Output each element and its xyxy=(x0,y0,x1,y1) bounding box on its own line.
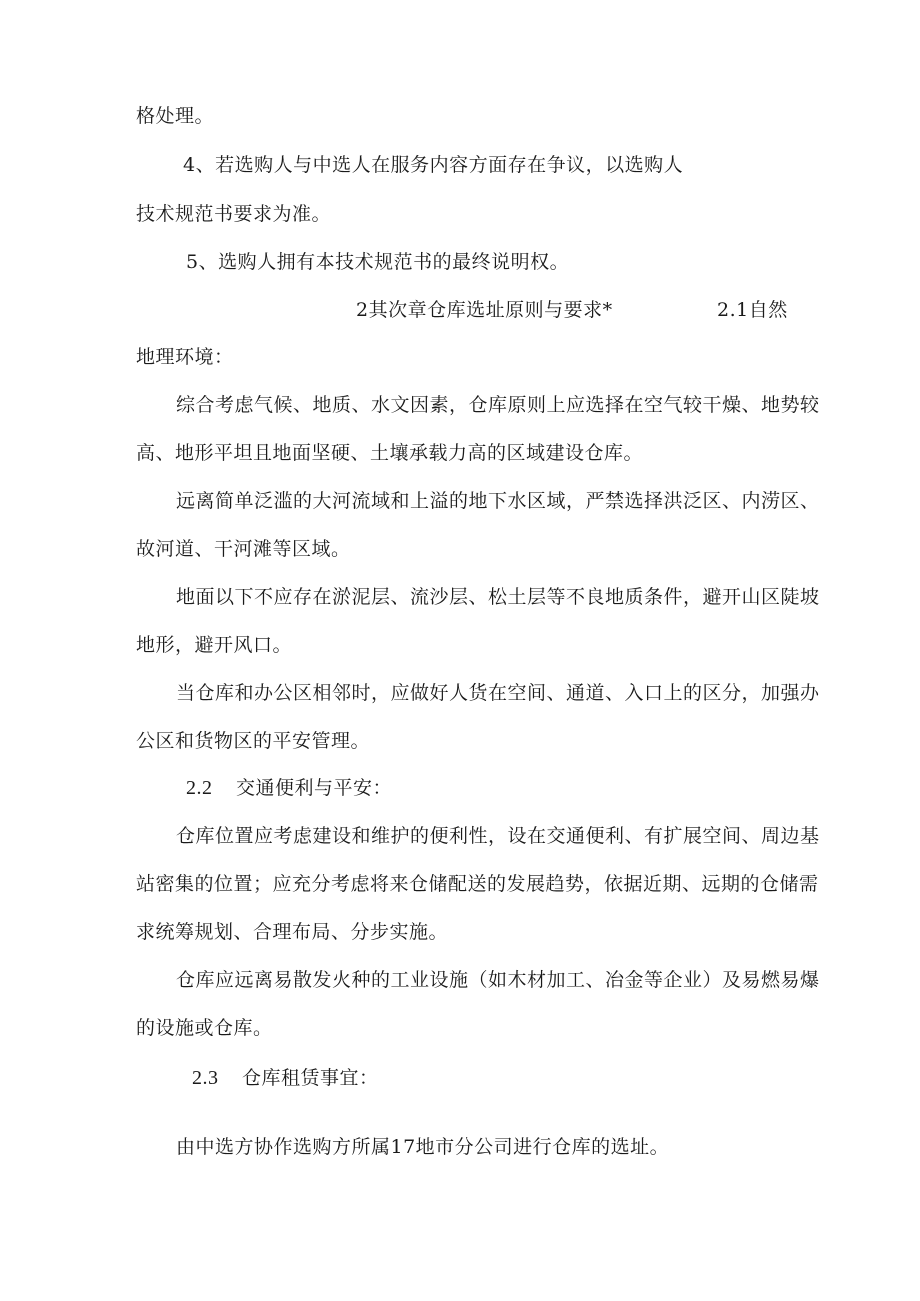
text-line: 地理环境： xyxy=(136,346,234,368)
section-number-2-2: 2.2 xyxy=(186,777,213,799)
paragraph-line: 仓库位置应考虑建设和维护的便利性，设在交通便利、有扩展空间、周边基 xyxy=(176,825,820,847)
paragraph-line: 由中选方协作选购方所属17地市分公司进行仓库的选址。 xyxy=(176,1136,670,1158)
paragraph-line: 地面以下不应存在淤泥层、流沙层、松土层等不良地质条件，避开山区陡坡 xyxy=(176,586,820,608)
section-heading-2-3: 仓库租赁事宜： xyxy=(242,1067,379,1089)
list-item-5: 5、选购人拥有本技术规范书的最终说明权。 xyxy=(186,251,570,273)
chapter-heading: 2其次章仓库选址原则与要求* xyxy=(356,299,613,321)
list-item-4: 4、若选购人与中选人在服务内容方面存在争议，以选购人 xyxy=(183,154,684,176)
paragraph-line: 当仓库和办公区相邻时，应做好人货在空间、通道、入口上的区分，加强办 xyxy=(176,682,820,704)
paragraph-line: 站密集的位置；应充分考虑将来仓储配送的发展趋势，依据近期、远期的仓储需 xyxy=(136,873,819,895)
paragraph-line: 公区和货物区的平安管理。 xyxy=(136,730,371,752)
text-line: 技术规范书要求为准。 xyxy=(136,203,332,225)
paragraph-line: 故河道、干河滩等区域。 xyxy=(136,538,351,560)
paragraph-line: 远离简单泛滥的大河流域和上溢的地下水区域，严禁选择洪泛区、内涝区、 xyxy=(176,490,820,512)
section-number-2-3: 2.3 xyxy=(192,1067,219,1089)
paragraph-line: 综合考虑气候、地质、水文因素，仓库原则上应选择在空气较干燥、地势较 xyxy=(176,394,820,416)
paragraph-line: 求统筹规划、合理布局、分步实施。 xyxy=(136,921,449,943)
paragraph-line: 仓库应远离易散发火种的工业设施（如木材加工、冶金等企业）及易燃易爆 xyxy=(176,969,820,991)
paragraph-line: 的设施或仓库。 xyxy=(136,1017,273,1039)
text-line: 格处理。 xyxy=(136,105,215,127)
paragraph-line: 地形，避开风口。 xyxy=(136,634,293,656)
section-heading-2-1: 2.1自然 xyxy=(717,299,788,321)
section-heading-2-2: 交通便利与平安： xyxy=(236,777,393,799)
paragraph-line: 高、地形平坦且地面坚硬、土壤承载力高的区域建设仓库。 xyxy=(136,442,644,464)
